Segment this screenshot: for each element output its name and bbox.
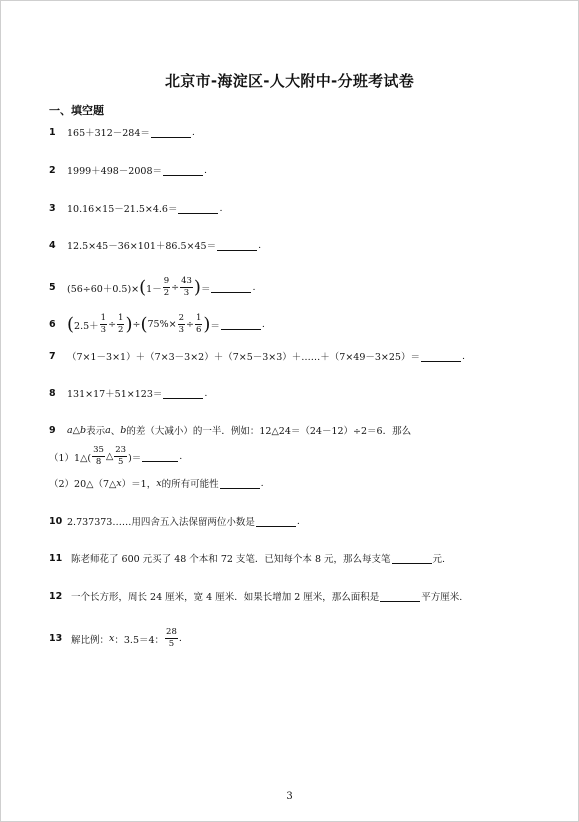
numerator: 1 [100,313,107,323]
question-end: . [204,164,208,176]
question-number: 4 [49,239,56,251]
fraction [195,313,202,336]
fraction [117,313,124,336]
numerator: 28 [166,627,177,637]
question-number: 3 [49,202,56,214]
equals-sign: ＝ [210,320,220,332]
denominator: 2 [163,288,170,298]
answer-blank[interactable] [178,203,218,214]
answer-blank[interactable] [142,451,178,462]
denominator: 5 [117,457,124,467]
question-number: 8 [49,387,56,399]
question-5 [49,276,256,299]
question-number: 6 [49,319,56,330]
variable-x: x [156,477,162,489]
question-text: 的差（大减小）的一半．例如：12△24＝（24－12）÷2＝6．那么 [126,426,412,437]
question-end: . [179,451,183,462]
question-number: 7 [49,350,56,362]
answer-blank[interactable] [392,553,432,564]
question-4 [49,238,261,252]
question-text: 12.5×45－36×101＋86.5×45＝ [67,241,217,252]
variable-b: b [79,424,87,436]
triangle-operator: △ [105,451,114,462]
question-end: . [260,477,264,489]
triangle-operator: △ [72,424,80,436]
denominator: 5 [168,639,175,649]
right-paren: ) [125,313,133,335]
question-number: 12 [49,590,63,602]
denominator: 3 [183,288,190,298]
denominator: 3 [178,325,184,335]
question-9-part-1 [49,445,182,468]
answer-blank[interactable] [217,240,257,251]
variable-x: x [109,633,115,644]
question-end: . [261,319,265,330]
question-12 [49,589,462,603]
fraction [178,313,185,336]
left-paren: ( [139,276,147,298]
question-number: 11 [49,552,63,564]
question-text: 10.16×15－21.5×4.6＝ [67,204,178,215]
operator: ÷ [185,319,194,330]
page-number: 3 [286,791,293,802]
variable-a: a [105,424,111,436]
question-end: 平方厘米. [421,592,463,603]
page-title: 北京市-海淀区-人大附中-分班考试卷 [164,72,415,90]
denominator: 8 [95,457,102,467]
question-end: . [461,350,466,362]
question-end: 元. [432,554,446,565]
question-text: 1999＋498－2008＝ [67,166,162,177]
section-heading: 一、填空题 [49,104,104,117]
answer-blank[interactable] [380,591,420,602]
question-9-part-2 [49,476,264,490]
variable-x: x [116,477,122,489]
numerator: 9 [163,276,170,286]
question-1 [49,125,195,139]
expression-part: 2.5＋ [74,320,99,332]
numerator: 23 [115,445,127,455]
question-13 [49,627,182,650]
denominator: 3 [100,325,107,335]
question-7 [49,349,465,363]
operator: ÷ [171,282,180,293]
numerator: 1 [195,313,202,323]
answer-blank[interactable] [163,388,203,399]
answer-blank[interactable] [421,351,461,362]
left-paren: ( [140,313,148,335]
answer-blank[interactable] [220,478,260,489]
question-3 [49,201,223,215]
question-text: 131×17＋51×123＝ [67,389,163,400]
question-text: 一个长方形，周长 24 厘米，宽 4 厘米．如果长增加 2 厘米，那么面积是 [71,592,380,603]
expression-part: 75%× [147,319,177,330]
question-text: 165＋312－284＝ [67,128,150,139]
question-end: . [191,126,195,138]
question-8 [49,386,207,400]
operator: ÷ [132,319,141,330]
denominator: 6 [195,325,202,335]
sub-label: （1）1△( [49,452,92,464]
answer-blank[interactable] [221,319,261,330]
equals-sign: ＝ [200,283,211,295]
question-text: 陈老师花了 600 元买了 48 个本和 72 支笔．已知每个本 8 元，那么每支笔 [71,554,391,565]
question-text: （7×1－3×1）＋（7×3－3×2）＋（7×5－3×3）＋……＋（7×49－3×25）＝ [67,352,420,363]
question-end: . [204,387,208,399]
question-number: 1 [49,126,56,138]
variable-a: a [67,424,73,436]
right-paren: ) [193,276,201,298]
question-text: 2.737373……用四舍五入法保留两位小数是 [67,517,255,528]
question-6 [49,313,265,336]
question-end: . [252,282,256,293]
answer-blank[interactable] [211,282,251,293]
right-paren: ) [203,313,211,335]
numerator: 1 [118,313,124,323]
answer-blank[interactable] [256,516,296,527]
question-text: 表示 [86,426,106,437]
sub-label: （2）20△（7△ [49,479,117,490]
question-number: 9 [49,424,56,436]
question-end: . [296,515,300,527]
question-11 [49,551,445,565]
answer-blank[interactable] [151,127,191,138]
fraction [165,627,178,650]
left-paren: ( [67,313,75,335]
numerator: 43 [181,276,192,286]
numerator: 35 [93,445,104,455]
separator: 、 [110,426,121,437]
fraction [180,276,193,299]
numerator: 2 [178,313,184,323]
question-number: 2 [49,164,56,176]
question-text: 解比例： [71,634,110,646]
fraction [92,445,105,468]
answer-blank[interactable] [163,165,203,176]
operator: ÷ [108,319,117,330]
question-9 [49,423,411,437]
expression-part: 1－ [146,283,162,295]
sub-close: )＝ [128,452,142,464]
question-end: . [219,202,223,214]
sub-close: ）＝1， [121,479,157,490]
question-10 [49,514,300,528]
question-end: . [178,633,182,644]
fraction [163,276,170,299]
denominator: 2 [118,325,124,335]
proportion-text: ：3.5＝4： [114,634,165,646]
expression-prefix: (56÷60＋0.5)× [67,283,140,295]
fraction [100,313,107,336]
question-number: 10 [49,515,63,527]
question-number: 13 [49,633,63,644]
question-2 [49,163,207,177]
question-text: 的所有可能性 [161,479,219,490]
fraction [114,445,127,468]
question-number: 5 [49,282,56,293]
question-end: . [258,239,262,251]
variable-b: b [120,424,127,436]
